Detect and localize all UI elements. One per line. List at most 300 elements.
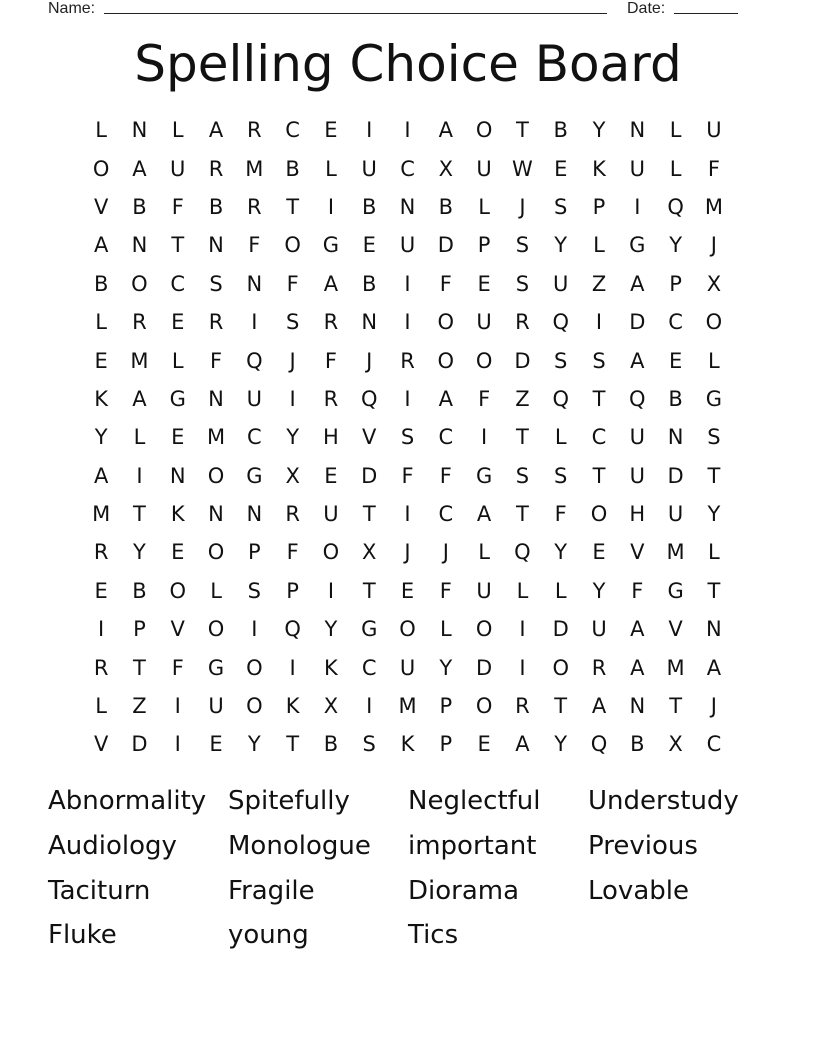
grid-letter: J (710, 694, 717, 719)
grid-letter: P (477, 233, 491, 258)
grid-letter: K (324, 655, 338, 680)
grid-letter: P (592, 194, 606, 219)
word-list-item: Monologue (228, 831, 371, 862)
grid-letter: C (438, 502, 454, 527)
grid-row (82, 341, 733, 379)
grid-letter: R (323, 310, 339, 335)
grid-letter: O (475, 617, 493, 642)
grid-letter: B (132, 194, 147, 219)
grid-letter: Z (132, 694, 147, 719)
grid-letter: A (132, 386, 147, 411)
grid-letter: F (478, 386, 491, 411)
grid-letter: R (285, 502, 300, 527)
grid-letter: A (476, 502, 492, 527)
grid-letter: A (515, 732, 530, 757)
grid-letter: M (666, 655, 685, 680)
grid-row (82, 418, 733, 456)
grid-letter: O (475, 694, 493, 719)
grid-letter: J (289, 348, 296, 373)
grid-letter: T (133, 502, 146, 527)
grid-row (82, 149, 733, 187)
grid-letter: N (246, 502, 263, 527)
grid-letter: O (475, 118, 493, 143)
grid-letter: S (247, 578, 261, 603)
grid-letter: I (289, 655, 296, 680)
grid-letter: O (705, 310, 723, 335)
grid-row (82, 111, 733, 149)
grid-letter: Q (514, 540, 531, 565)
grid-letter: U (629, 425, 645, 450)
grid-letter: P (439, 732, 453, 757)
grid-letter: O (131, 271, 148, 296)
grid-letter: N (399, 194, 416, 219)
grid-letter: D (667, 463, 684, 488)
grid-letter: Q (246, 348, 263, 373)
grid-letter: P (286, 578, 299, 603)
grid-letter: Y (133, 540, 146, 565)
grid-letter: B (362, 271, 377, 296)
grid-letter: S (554, 463, 568, 488)
grid-letter: A (93, 463, 109, 488)
grid-letter: V (93, 732, 109, 757)
grid-letter: B (668, 386, 683, 411)
grid-letter: I (595, 310, 603, 335)
grid-letter: S (554, 348, 568, 373)
grid-letter: O (322, 540, 340, 565)
grid-letter: L (554, 425, 567, 450)
grid-letter: E (94, 348, 108, 373)
grid-letter: Z (591, 271, 607, 296)
grid-letter: S (209, 271, 223, 296)
grid-letter: N (131, 233, 148, 258)
letter-grid (82, 111, 733, 764)
grid-letter: L (439, 617, 452, 642)
grid-letter: E (554, 156, 568, 181)
grid-letter: C (438, 425, 454, 450)
grid-letter: C (170, 271, 186, 296)
word-list-item: Spitefully (228, 786, 350, 817)
word-list-item: important (408, 831, 537, 862)
grid-row (82, 572, 733, 610)
grid-letter: D (437, 233, 454, 258)
grid-letter: L (95, 310, 107, 335)
grid-letter: L (478, 194, 490, 219)
grid-letter: F (286, 271, 299, 296)
grid-letter: Y (324, 617, 338, 642)
grid-letter: B (362, 194, 377, 219)
grid-row (82, 687, 733, 725)
grid-letter: R (400, 348, 415, 373)
grid-letter: O (437, 310, 455, 335)
grid-letter: L (708, 540, 720, 565)
grid-letter: V (93, 194, 109, 219)
grid-letter: U (323, 502, 339, 527)
word-list-item: Lovable (588, 875, 689, 906)
grid-letter: D (361, 463, 378, 488)
grid-letter: N (208, 233, 224, 258)
grid-letter: I (251, 310, 258, 335)
grid-letter: N (208, 386, 224, 411)
grid-letter: B (553, 118, 568, 143)
grid-letter: D (552, 617, 569, 642)
grid-letter: G (169, 386, 186, 411)
grid-letter: S (707, 425, 721, 450)
word-list-item: Neglectful (408, 786, 541, 817)
grid-letter: A (438, 118, 453, 143)
grid-letter: C (247, 425, 262, 450)
grid-letter: B (438, 194, 454, 219)
grid-letter: T (592, 386, 606, 411)
grid-letter: K (285, 694, 300, 719)
grid-letter: J (442, 540, 449, 565)
grid-letter: U (399, 233, 416, 258)
page-title: Spelling Choice Board (134, 35, 682, 93)
word-list (48, 779, 768, 958)
grid-letter: A (630, 271, 645, 296)
grid-letter: U (629, 463, 645, 488)
grid-letter: T (362, 502, 376, 527)
grid-letter: Y (592, 118, 606, 143)
grid-letter: O (552, 655, 569, 680)
grid-letter: L (95, 118, 107, 143)
grid-letter: I (404, 118, 411, 143)
word-list-item: Fragile (228, 875, 315, 906)
grid-letter: R (515, 310, 530, 335)
grid-letter: S (592, 348, 606, 373)
date-label: Date: (627, 0, 666, 17)
grid-letter: T (286, 194, 300, 219)
grid-letter: R (247, 194, 262, 219)
grid-letter: F (171, 655, 184, 680)
grid-letter: E (477, 271, 491, 296)
grid-letter: I (98, 617, 105, 642)
grid-letter: P (669, 271, 682, 296)
grid-letter: T (516, 118, 529, 143)
grid-letter: T (669, 694, 683, 719)
grid-letter: L (325, 156, 337, 181)
grid-letter: O (590, 502, 608, 527)
grid-letter: O (437, 348, 455, 373)
grid-letter: E (171, 310, 185, 335)
grid-letter: A (323, 271, 339, 296)
grid-letter: I (404, 502, 411, 527)
word-list-item: Diorama (408, 875, 520, 906)
grid-letter: P (439, 694, 453, 719)
grid-letter: A (93, 233, 109, 258)
grid-letter: T (362, 578, 376, 603)
grid-letter: F (286, 540, 299, 565)
grid-letter: Y (669, 233, 683, 258)
grid-letter: M (92, 502, 111, 527)
grid-letter: I (174, 694, 181, 719)
grid-letter: F (707, 156, 720, 181)
grid-letter: Q (667, 194, 684, 219)
grid-letter: L (171, 348, 184, 373)
grid-letter: N (131, 118, 148, 143)
grid-row (82, 648, 733, 686)
grid-letter: M (130, 348, 149, 373)
grid-letter: D (629, 310, 646, 335)
grid-letter: N (667, 425, 684, 450)
grid-letter: D (476, 655, 493, 680)
grid-letter: I (366, 694, 373, 719)
grid-row (82, 380, 733, 418)
grid-letter: U (553, 271, 569, 296)
grid-letter: Y (439, 655, 453, 680)
grid-letter: U (629, 156, 645, 181)
grid-letter: I (327, 578, 335, 603)
grid-letter: A (630, 348, 645, 373)
grid-letter: K (400, 732, 415, 757)
grid-letter: M (666, 540, 685, 565)
grid-letter: U (399, 655, 416, 680)
name-label: Name: (48, 0, 96, 17)
word-list-row (48, 868, 768, 913)
grid-letter: T (286, 732, 300, 757)
grid-letter: H (629, 502, 646, 527)
grid-letter: I (366, 118, 373, 143)
grid-letter: E (209, 732, 223, 757)
grid-letter: L (95, 694, 107, 719)
grid-letter: X (668, 732, 683, 757)
grid-letter: Q (552, 310, 569, 335)
grid-letter: G (705, 386, 723, 411)
grid-letter: O (169, 578, 186, 603)
grid-letter: J (366, 348, 373, 373)
word-list-item: Audiology (48, 831, 177, 862)
grid-letter: U (476, 310, 492, 335)
grid-letter: Q (629, 386, 646, 411)
grid-letter: Y (286, 425, 300, 450)
word-list-item: young (228, 920, 309, 951)
grid-letter: K (170, 502, 185, 527)
grid-row (82, 533, 733, 571)
grid-letter: U (476, 156, 492, 181)
grid-letter: V (630, 540, 645, 565)
grid-letter: U (667, 502, 684, 527)
grid-letter: K (592, 156, 606, 181)
grid-letter: B (132, 578, 147, 603)
grid-letter: O (399, 617, 416, 642)
grid-letter: F (554, 502, 567, 527)
grid-letter: Y (554, 540, 568, 565)
grid-letter: X (285, 463, 300, 488)
grid-letter: O (246, 694, 263, 719)
grid-letter: I (404, 386, 411, 411)
grid-letter: O (207, 463, 225, 488)
grid-letter: A (132, 156, 147, 181)
grid-letter: P (248, 540, 261, 565)
grid-letter: E (477, 732, 491, 757)
grid-row (82, 457, 733, 495)
grid-letter: V (170, 617, 185, 642)
grid-letter: I (251, 617, 258, 642)
grid-letter: E (324, 118, 338, 143)
grid-letter: T (516, 502, 529, 527)
grid-letter: I (634, 194, 641, 219)
grid-letter: Q (360, 386, 378, 411)
grid-letter: T (554, 694, 568, 719)
grid-letter: M (206, 425, 226, 450)
grid-letter: G (667, 578, 684, 603)
grid-row (82, 226, 733, 264)
grid-letter: A (630, 617, 645, 642)
grid-letter: B (630, 732, 645, 757)
grid-letter: V (668, 617, 683, 642)
grid-row (82, 265, 733, 303)
grid-letter: X (706, 271, 722, 296)
word-list-item: Abnormality (48, 786, 207, 817)
grid-letter: L (171, 118, 184, 143)
grid-letter: V (362, 425, 377, 450)
grid-letter: I (481, 425, 488, 450)
grid-letter: F (631, 578, 644, 603)
grid-letter: K (94, 386, 109, 411)
word-list-row (48, 779, 768, 824)
grid-row (82, 610, 733, 648)
grid-letter: N (629, 118, 646, 143)
grid-letter: B (93, 271, 109, 296)
grid-row (82, 303, 733, 341)
grid-letter: Q (284, 617, 301, 642)
date-blank-line (674, 13, 738, 14)
grid-row (82, 188, 733, 226)
grid-letter: O (92, 156, 110, 181)
grid-letter: M (398, 694, 417, 719)
grid-letter: O (207, 540, 225, 565)
grid-letter: T (171, 233, 185, 258)
grid-letter: R (208, 310, 224, 335)
grid-letter: N (169, 463, 186, 488)
grid-letter: Y (247, 732, 261, 757)
grid-letter: S (362, 732, 376, 757)
grid-letter: C (361, 655, 377, 680)
grid-letter: N (629, 694, 646, 719)
grid-letter: B (323, 732, 339, 757)
grid-letter: N (706, 617, 722, 642)
word-list-item: Taciturn (48, 875, 151, 906)
grid-letter: B (208, 194, 224, 219)
grid-letter: I (519, 655, 526, 680)
grid-letter: Y (94, 425, 108, 450)
grid-letter: G (629, 233, 646, 258)
grid-letter: L (708, 348, 720, 373)
grid-letter: U (208, 694, 224, 719)
grid-letter: U (170, 156, 186, 181)
grid-letter: E (668, 348, 683, 373)
grid-letter: T (707, 463, 721, 488)
grid-letter: L (669, 156, 682, 181)
word-list-row (48, 913, 768, 958)
grid-letter: E (400, 578, 415, 603)
grid-letter: L (133, 425, 146, 450)
grid-letter: S (515, 271, 530, 296)
grid-letter: Z (515, 386, 530, 411)
grid-letter: D (514, 348, 531, 373)
grid-letter: I (404, 271, 411, 296)
grid-letter: W (512, 156, 533, 181)
grid-letter: E (324, 463, 338, 488)
grid-letter: R (93, 540, 109, 565)
grid-letter: E (94, 578, 108, 603)
grid-letter: U (476, 578, 492, 603)
grid-letter: R (208, 156, 224, 181)
grid-letter: E (171, 425, 185, 450)
grid-letter: Q (590, 732, 608, 757)
header-line (48, 0, 748, 20)
grid-letter: M (245, 156, 264, 181)
grid-letter: O (207, 617, 225, 642)
grid-letter: R (132, 310, 147, 335)
grid-letter: F (439, 578, 452, 603)
grid-letter: U (361, 156, 377, 181)
grid-letter: Y (554, 732, 568, 757)
word-list-row (48, 824, 768, 869)
grid-letter: G (475, 463, 493, 488)
grid-letter: S (285, 310, 300, 335)
grid-letter: J (710, 233, 717, 258)
grid-letter: L (516, 578, 529, 603)
grid-row (82, 725, 733, 763)
grid-letter: E (171, 540, 185, 565)
grid-letter: U (706, 118, 722, 143)
grid-letter: S (515, 463, 530, 488)
grid-letter: C (591, 425, 607, 450)
grid-letter: A (706, 655, 722, 680)
grid-letter: Y (554, 233, 568, 258)
grid-letter: S (515, 233, 530, 258)
grid-letter: T (516, 425, 529, 450)
name-blank-line (104, 13, 607, 14)
grid-letter: S (554, 194, 568, 219)
grid-letter: J (519, 194, 526, 219)
grid-letter: A (630, 655, 645, 680)
grid-letter: Y (592, 578, 606, 603)
grid-letter: R (93, 655, 109, 680)
grid-letter: P (133, 617, 146, 642)
grid-letter: I (327, 194, 335, 219)
grid-letter: R (515, 694, 530, 719)
grid-letter: I (136, 463, 143, 488)
grid-letter: A (438, 386, 453, 411)
grid-letter: G (207, 655, 225, 680)
grid-letter: U (591, 617, 607, 642)
grid-letter: C (706, 732, 722, 757)
grid-letter: H (323, 425, 339, 450)
grid-letter: S (400, 425, 415, 450)
grid-letter: I (404, 310, 411, 335)
grid-row (82, 495, 733, 533)
grid-letter: T (592, 463, 606, 488)
grid-letter: B (285, 156, 300, 181)
grid-letter: G (361, 617, 378, 642)
grid-letter: C (285, 118, 300, 143)
grid-letter: R (247, 118, 262, 143)
grid-letter: R (323, 386, 339, 411)
grid-letter: Q (552, 386, 569, 411)
grid-letter: T (133, 655, 146, 680)
grid-letter: A (208, 118, 224, 143)
grid-letter: F (401, 463, 414, 488)
grid-letter: O (475, 348, 493, 373)
grid-letter: R (591, 655, 607, 680)
grid-letter: O (284, 233, 301, 258)
grid-letter: E (362, 233, 376, 258)
grid-letter: A (591, 694, 607, 719)
grid-letter: D (131, 732, 148, 757)
grid-letter: M (704, 194, 723, 219)
grid-letter: L (478, 540, 490, 565)
